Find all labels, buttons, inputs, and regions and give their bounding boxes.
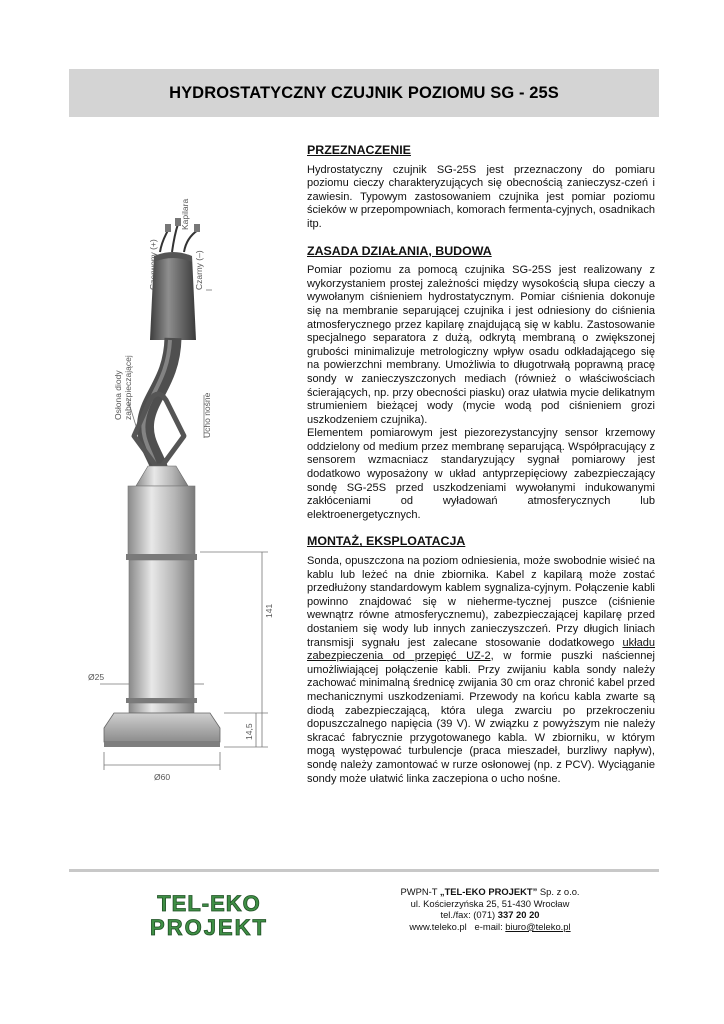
phone-number: 337 20 20 — [497, 909, 540, 921]
sensor-drawing — [88, 190, 288, 790]
logo-line2: PROJEKT — [150, 915, 268, 938]
section-principle — [307, 245, 655, 523]
paragraph-text: Sonda, opuszczona na poziom odniesienia, może swobodnie wisieć na kablu lub leżeć na dnie zbiornika. Kabel z kapilarą może zostać przedłużony standardowym kablem sygnaliza-cyjnym. Połączenie kabli powinno znajdować się w nieherme-tycznej puszce (ciśnienie wewnątrz równe atmosferycznemu), zabezpieczającej kapilarę przed dostaniem się wody lub innych zanieczyszczeń. Przy długich liniach transmisji sygnału jest zalecane stosowanie dodatkowego — [307, 555, 655, 649]
web-line — [360, 921, 620, 933]
sensor-body — [129, 560, 194, 700]
email-link[interactable]: biuro@teleko.pl — [505, 920, 571, 932]
label-ucho: Ucho nośne — [202, 392, 212, 438]
section-heading: ZASADA DZIAŁANIA, BUDOWA — [307, 243, 492, 258]
email-label: e-mail: — [466, 920, 506, 932]
label-oslona-1: Osłona diody — [113, 370, 123, 420]
phone-label: tel./fax: (071) — [440, 909, 498, 921]
label-czerwony: Czerwony (+) — [148, 239, 158, 290]
label-d60: Ø60 — [154, 772, 171, 782]
title-bar — [69, 69, 659, 117]
company-name: „TEL-EKO PROJEKT” — [439, 886, 538, 897]
label-141: 141 — [264, 603, 274, 618]
company-address — [360, 886, 620, 932]
upper-body — [128, 486, 195, 558]
paragraph: Elementem pomiarowym jest piezorezystancyjny sensor krzemowy oddzielony od medium przez membranę separującą. Współpracujący z sensorem wzmacniacz standaryzujący sygnał pomiarowy jest dodatkowo wyposażony w układ antyprzepięciowy zabezpieczający sondę SG-25S przed uszkodzeniami wywołanymi indukowanymi zakłóceniami od wyładowań atmosferycznych lub elektroenergetycznych. — [307, 427, 655, 521]
separator-base — [104, 713, 220, 742]
label-d25: Ø25 — [88, 672, 105, 682]
label-oslona-2: zabezpieczającej — [123, 355, 133, 420]
label-czarny: Czarny (–) — [194, 250, 204, 290]
section-heading: MONTAŻ, EKSPLOATACJA — [307, 534, 466, 549]
company-prefix: PWPN-T — [400, 886, 440, 897]
page-title: HYDROSTATYCZNY CZUJNIK POZIOMU SG - 25S — [169, 83, 559, 102]
sensor-cap — [136, 466, 188, 486]
main-content — [307, 144, 655, 799]
street-line: ul. Kościerzyńska 25, 51-430 Wrocław — [410, 897, 570, 909]
company-logo — [126, 890, 292, 938]
section-mounting — [307, 535, 655, 786]
website-link[interactable]: www.teleko.pl — [409, 920, 467, 932]
label-14-5: 14,5 — [244, 723, 254, 740]
paragraph — [307, 555, 655, 786]
logo-line1: TEL-EKO — [157, 891, 261, 916]
section-purpose — [307, 144, 655, 232]
paragraph-text: , w formie puszki naściennej umożliwiającej połączenie kabli. Przy zwijaniu kabla sondy należy zachować minimalną średnicę zwijania 30 cm oraz chronić kabel przed mechanicznymi uszkodzeniami. Przewody na końcu kabla zwarte są diodą zabezpieczającą, która ulega zwarciu po przekroczeniu dopuszczalnego napięcia (39 V). W związku z powyższym nie należy skracać fabrycznie przygotowanego kabla. W zbiorniku, w którym mogą występować turbulencje (praca mieszadeł, burzliwy napływ), sondę należy zamontować w rurze osłonowej (np. z PCV). Wyciąganie sondy może ułatwić linka zaczepiona o ucho nośne. — [307, 650, 655, 785]
label-kapilara: Kapilara — [180, 198, 190, 230]
uz2-link[interactable]: układu zabezpieczenia od przepięć UZ-2 — [307, 636, 656, 663]
company-line — [360, 886, 620, 898]
paragraph: Hydrostatyczny czujnik SG-25S jest przeznaczony do pomiaru poziomu cieczy charakteryzujących się obecnością zanieczysz-czeń i zawiesin. Typowym zastosowaniem czujnika jest pomiar poziomu ścieków w przepompowniach, komorach fermenta-cyjnych, osadnikach itp. — [307, 163, 655, 230]
paragraph: Pomiar poziomu za pomocą czujnika SG-25S jest realizowany z wykorzystaniem prostej zależności między wysokością słupa cieczy a wywołanym ciśnieniem hydrostatycznym. Pomiar ciśnienia dokonuje się na membranie separującej czujnika i jest odniesiony do ciśnienia atmosferycznego przez kapilarę znajdującą się w kablu. Zastosowanie specjalnego separatora z dużą, odkrytą membraną o zwiększonej grubości minimalizuje metrologiczny wpływ osadu odkładającego się na powierzchni membrany. Umożliwia to długotrwałą poprawną pracę sondy w zanieczyszczonych mediach (również o właściwościach ścierających, np. przy obecności piasku) oraz ułatwia mycie delikatnym strumieniem bieżącej wody (mycie wodą pod ciśnieniem grozi uszkodzeniem czujnika). — [307, 264, 655, 426]
company-suffix: Sp. z o.o. — [537, 886, 580, 897]
footer-divider — [69, 869, 659, 872]
section-heading: PRZEZNACZENIE — [307, 143, 411, 157]
phone-line — [360, 909, 620, 921]
